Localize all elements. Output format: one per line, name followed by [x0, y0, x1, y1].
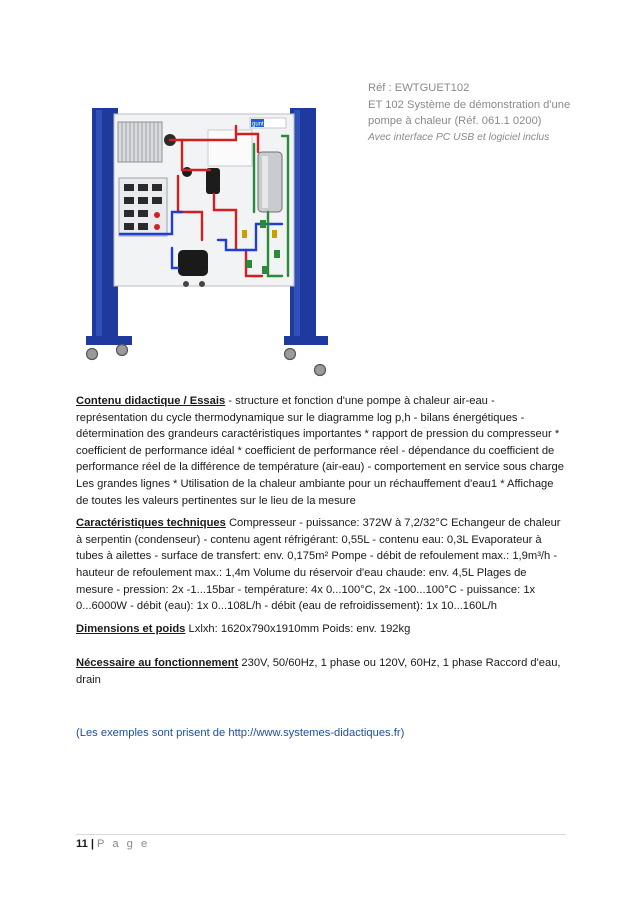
document-body: [76, 393, 566, 741]
heading-contenu: Contenu didactique / Essais: [76, 395, 226, 407]
text-caracteristiques: Compresseur - puissance: 372W à 7,2/32°C Echangeur de chaleur à serpentin (condenseur) - contenu agent réfrigérant: 0,55L - contenu eau: 0,3L Evaporateur à tubes à ailettes - surface de transfert: env. 0,175m² Pompe - débit de refoulement max.: 1,9m³/h - hauteur de refoulement max.: 1,4m Volume du réservoir d'eau chaude: env. 4,5L Plages de mesure - pression: 2x -1...15bar - température: 4x 0...100°C, 2x -100...100°C - puissance: 1x 0...6000W - débit (eau): 1x 0...108L/h - débit (eau de refroidissement): 1x 10...160L/h: [76, 517, 561, 613]
page-number: 11: [76, 838, 88, 850]
footer-separator: |: [90, 838, 94, 850]
ref-title-line1: ET 102 Système de démonstration d'une: [368, 98, 571, 111]
text-dimensions: Lxlxh: 1620x790x1910mm Poids: env. 192kg: [185, 622, 411, 635]
page-footer: [76, 838, 150, 850]
heading-caracteristiques: Caractéristiques techniques: [76, 517, 226, 530]
section-caracteristiques: [76, 515, 566, 615]
text-necessaire: 230V, 50/60Hz, 1 phase ou 120V, 60Hz, 1 phase Raccord d'eau, drain: [76, 657, 561, 686]
section-contenu: [76, 393, 566, 509]
gunt-logo: gunt: [252, 121, 264, 128]
heading-dimensions: Dimensions et poids: [76, 622, 186, 635]
ref-code: Réf : EWTGUET102: [368, 82, 470, 94]
footer-divider: [76, 834, 566, 835]
text-contenu: - structure et fonction d'une pompe à chaleur air-eau - représentation du cycle thermodynamique sur le diagramme log p,h - bilans énergétiques - détermination des grandeurs caractéristiques importantes * rapport de pression du compresseur * coefficient de performance idéal * coefficient de performance réel - dépendance du coefficient de performance réel de la différence de température (air-eau) - comportement en service sous charge Les grandes lignes * Utilisation de la chaleur ambiante pour un réchauffement d'eau1 * Affichage de toutes les valeurs pertinentes sur le lieu de la mesure: [76, 395, 564, 507]
heading-necessaire: Nécessaire au fonctionnement: [76, 657, 239, 670]
source-note: (Les exemples sont prisent de http://www.systemes-didactiques.fr): [76, 726, 405, 739]
compressor: [178, 250, 208, 276]
ref-note: Avec interface PC USB et logiciel inclus: [368, 131, 550, 143]
section-necessaire: [76, 655, 566, 688]
evaporator: [118, 122, 162, 162]
heat-pump-trainer-image: [86, 100, 342, 385]
hot-water-tank: [258, 152, 282, 212]
ref-title-line2: pompe à chaleur (Réf. 061.1 0200): [368, 115, 542, 127]
page-label: P a g e: [96, 838, 150, 850]
reference-block: [368, 80, 608, 146]
section-dimensions: [76, 621, 566, 638]
